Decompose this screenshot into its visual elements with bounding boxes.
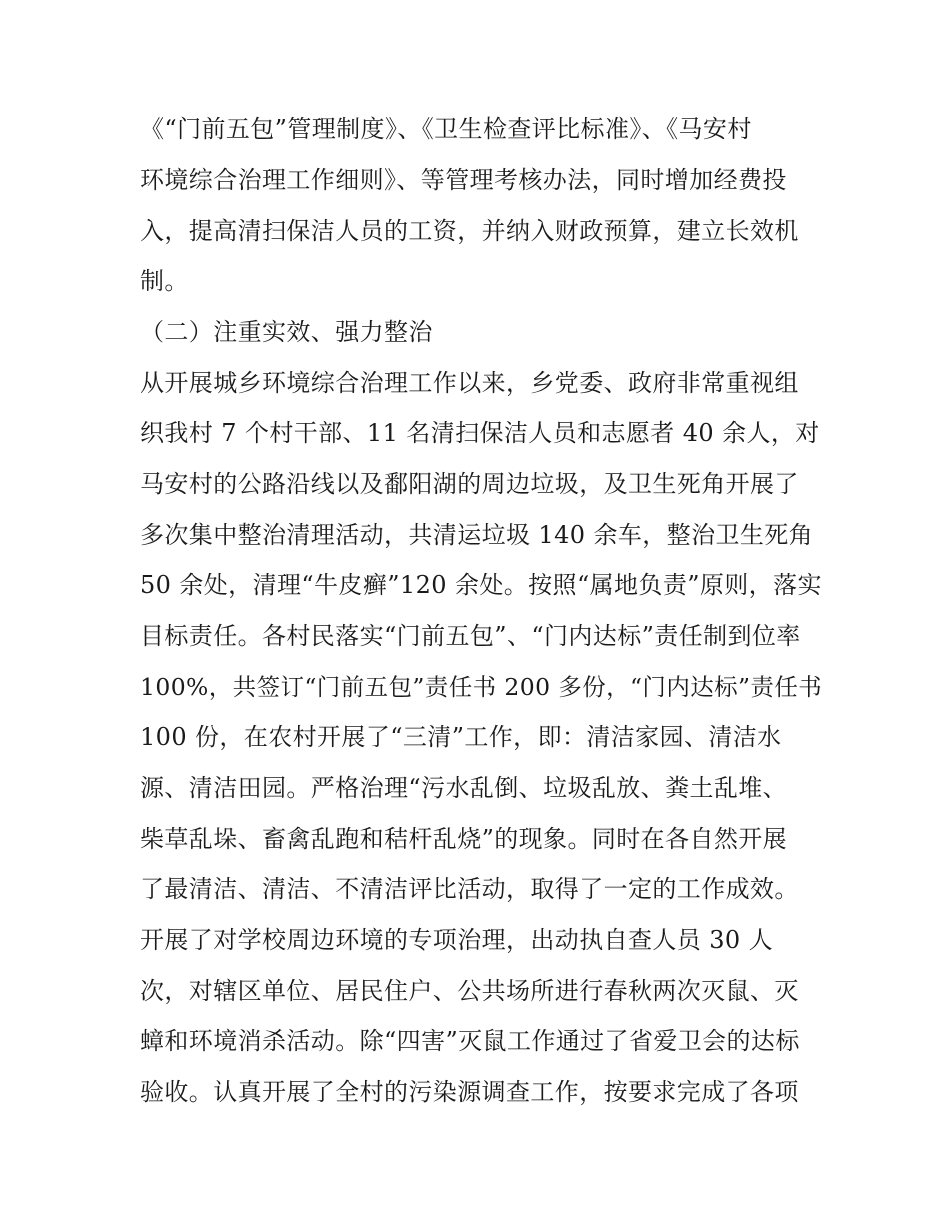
paragraph-line: 蟑和环境消杀活动。除“四害”灭鼠工作通过了省爱卫会的达标 (140, 1027, 800, 1055)
paragraph-line: 环境综合治理工作细则》、等管理考核办法，同时增加经费投 (140, 166, 787, 194)
section-heading: （二）注重实效、强力整治 (140, 318, 433, 346)
paragraph-line: 从开展城乡环境综合治理工作以来，乡党委、政府非常重视组 (140, 369, 799, 397)
paragraph-line: 验收。认真开展了全村的污染源调查工作，按要求完成了各项 (140, 1078, 799, 1106)
paragraph-line: 马安村的公路沿线以及鄱阳湖的周边垃圾，及卫生死角开展了 (140, 470, 799, 498)
paragraph-line: 100 份，在农村开展了“三清”工作，即：清洁家园、清洁水 (140, 723, 782, 751)
paragraph-line: 织我村 7 个村干部、11 名清扫保洁人员和志愿者 40 余人，对 (140, 419, 820, 447)
paragraph-line: 了最清洁、清洁、不清洁评比活动，取得了一定的工作成效。 (140, 875, 799, 903)
paragraph-line: 50 余处，清理“牛皮癣”120 余处。按照“属地负责”原则，落实 (140, 571, 822, 599)
paragraph-line: 《“门前五包”管理制度》、《卫生检查评比标准》、《马安村 (140, 115, 752, 143)
paragraph-line: 100%，共签订“门前五包”责任书 200 多份，“门内达标”责任书 (140, 673, 823, 701)
paragraph-line: 开展了对学校周边环境的专项治理，出动执自查人员 30 人 (140, 926, 773, 954)
paragraph-line: 次，对辖区单位、居民住户、公共场所进行春秋两次灭鼠、灭 (140, 977, 799, 1005)
paragraph-line: 目标责任。各村民落实“门前五包”、“门内达标”责任制到位率 (140, 622, 801, 650)
paragraph-line: 多次集中整治清理活动，共清运垃圾 140 余车，整治卫生死角 (140, 521, 814, 549)
paragraph-line: 制。 (140, 267, 189, 295)
paragraph-line: 柴草乱垛、畜禽乱跑和秸杆乱烧”的现象。同时在各自然开展 (140, 825, 788, 853)
paragraph-line: 入，提高清扫保洁人员的工资，并纳入财政预算，建立长效机 (140, 217, 799, 245)
paragraph-line: 源、清洁田园。严格治理“污水乱倒、垃圾乱放、粪土乱堆、 (140, 774, 788, 802)
